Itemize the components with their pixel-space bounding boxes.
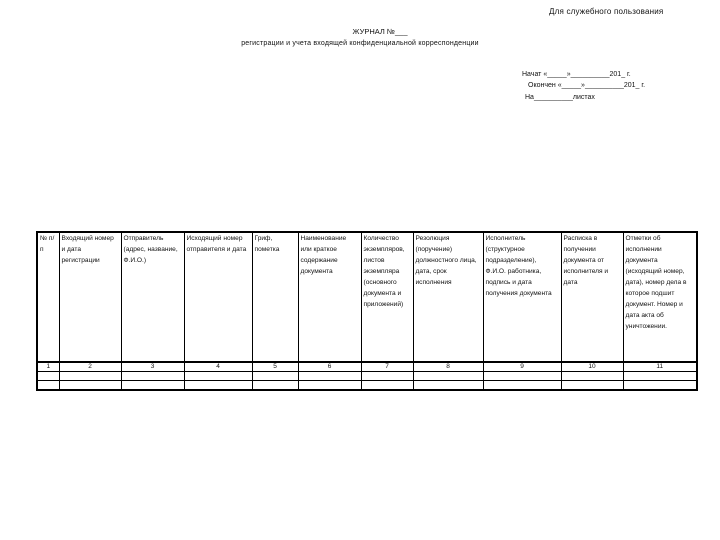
column-header: Наименование или краткое содержание документа bbox=[298, 232, 361, 362]
column-number: 1 bbox=[37, 362, 59, 372]
column-header: Отправитель (адрес, название, Ф.И.О.) bbox=[121, 232, 184, 362]
table-cell bbox=[37, 381, 59, 391]
column-number: 4 bbox=[184, 362, 252, 372]
classification-stamp: Для служебного пользования bbox=[549, 7, 664, 16]
column-number: 11 bbox=[623, 362, 697, 372]
table-cell bbox=[361, 372, 413, 381]
column-number: 5 bbox=[252, 362, 298, 372]
table-cell bbox=[561, 372, 623, 381]
column-number: 3 bbox=[121, 362, 184, 372]
table-cell bbox=[623, 372, 697, 381]
started-date-line: Начат «_____»__________201_ г. bbox=[522, 71, 631, 78]
table-cell bbox=[483, 372, 561, 381]
column-number: 8 bbox=[413, 362, 483, 372]
column-number: 2 bbox=[59, 362, 121, 372]
column-header: Отметки об исполнении документа (исходящий номер, дата), номер дела в которое подшит документ. Номер и дата акта об уничтожении. bbox=[623, 232, 697, 362]
table-cell bbox=[121, 381, 184, 391]
table-cell bbox=[361, 381, 413, 391]
column-number: 6 bbox=[298, 362, 361, 372]
table-cell bbox=[37, 372, 59, 381]
column-number: 10 bbox=[561, 362, 623, 372]
table-cell bbox=[59, 372, 121, 381]
table-cell bbox=[252, 372, 298, 381]
column-number: 9 bbox=[483, 362, 561, 372]
column-header: Расписка в получении документа от исполнителя и дата bbox=[561, 232, 623, 362]
column-header: Исполнитель (структурное подразделение), Ф.И.О. работника, подпись и дата получения документа bbox=[483, 232, 561, 362]
table-cell bbox=[483, 381, 561, 391]
column-header: Количество экземпляров, листов экземпляра (основного документа и приложений) bbox=[361, 232, 413, 362]
column-header: Резолюция (поручение) должностного лица, дата, срок исполнения bbox=[413, 232, 483, 362]
finished-date-line: Окончен «_____»__________201_ г. bbox=[528, 82, 646, 89]
table-cell bbox=[561, 381, 623, 391]
column-header: Исходящий номер отправителя и дата bbox=[184, 232, 252, 362]
table-cell bbox=[623, 381, 697, 391]
table-cell bbox=[184, 381, 252, 391]
column-header: Входящий номер и дата регистрации bbox=[59, 232, 121, 362]
table-cell bbox=[413, 372, 483, 381]
column-header: Гриф, пометка bbox=[252, 232, 298, 362]
column-number: 7 bbox=[361, 362, 413, 372]
table-row bbox=[37, 381, 697, 391]
table-cell bbox=[298, 381, 361, 391]
table-cell bbox=[298, 372, 361, 381]
table-row bbox=[37, 372, 697, 381]
sheets-count-line: На__________листах bbox=[525, 94, 595, 101]
column-number-row bbox=[37, 362, 697, 372]
table-header-row bbox=[37, 232, 697, 362]
table-cell bbox=[184, 372, 252, 381]
journal-subtitle: регистрации и учета входящей конфиденциальной корреспонденции bbox=[241, 40, 479, 47]
table-cell bbox=[252, 381, 298, 391]
registration-table bbox=[36, 231, 698, 391]
table-cell bbox=[413, 381, 483, 391]
column-header: № п/п bbox=[37, 232, 59, 362]
table-cell bbox=[59, 381, 121, 391]
journal-title: ЖУРНАЛ №___ bbox=[352, 27, 408, 36]
table-cell bbox=[121, 372, 184, 381]
